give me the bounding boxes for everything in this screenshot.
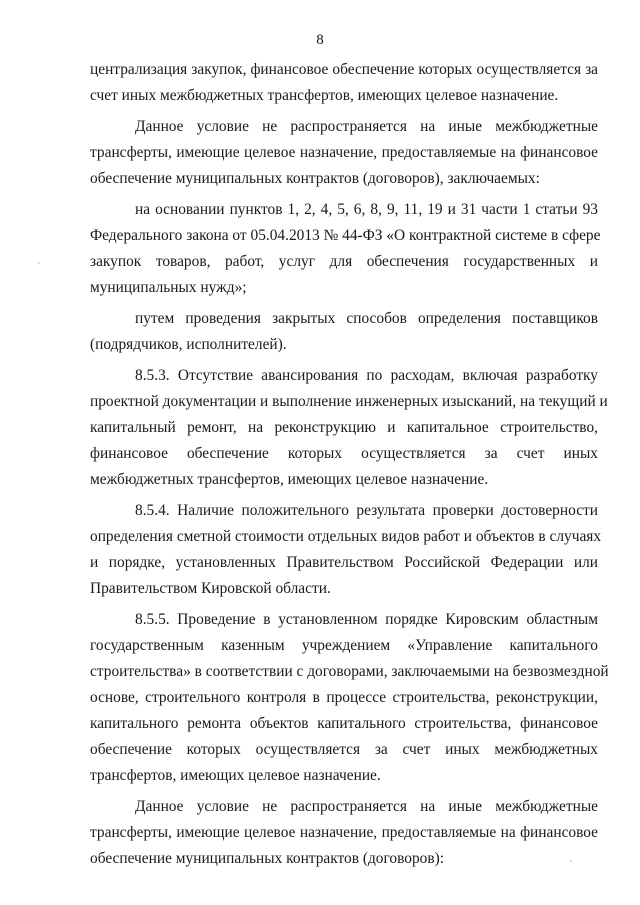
text-line: централизация закупок, финансовое обеспечение которых осуществляется за <box>90 61 598 78</box>
text-line: государственным казенным учреждением «Управление капитального <box>90 637 598 654</box>
text-line: трансфертов, имеющих целевое назначение. <box>90 767 381 784</box>
paragraph <box>90 57 598 109</box>
text-line: Данное условие не распространяется на иные межбюджетные <box>135 118 598 135</box>
text-line: (подрядчиков, исполнителей). <box>90 336 287 353</box>
text-line: 8.5.3. Отсутствие авансирования по расходам, включая разработку <box>135 367 598 384</box>
scan-speck <box>38 262 40 264</box>
text-line: на основании пунктов 1, 2, 4, 5, 6, 8, 9, 11, 19 и 31 части 1 статьи 93 <box>135 201 598 218</box>
paragraph <box>90 607 609 789</box>
text-line: трансферты, имеющие целевое назначение, предоставляемые на финансовое <box>90 824 598 841</box>
text-line: строительства» в соответствии с договорами, заключаемыми на безвозмездной <box>90 663 609 680</box>
text-line: основе, строительного контроля в процессе строительства, реконструкции, <box>90 689 598 706</box>
paragraph <box>90 363 608 493</box>
document-body <box>90 57 609 872</box>
scan-speck <box>570 860 572 862</box>
text-line: 8.5.4. Наличие положительного результата проверки достоверности <box>135 502 598 519</box>
text-line: проектной документации и выполнение инженерных изысканий, на текущий и <box>90 393 608 410</box>
paragraph <box>90 197 601 301</box>
text-line: финансовое обеспечение которых осуществляется за счет иных <box>90 445 598 462</box>
text-line: обеспечение муниципальных контрактов (договоров): <box>90 850 445 867</box>
text-line: обеспечение которых осуществляется за счет иных межбюджетных <box>90 741 598 758</box>
text-line: 8.5.5. Проведение в установленном порядке Кировским областным <box>135 611 598 628</box>
text-line: Правительством Кировской области. <box>90 580 331 597</box>
paragraph <box>90 794 598 872</box>
text-line: трансферты, имеющие целевое назначение, предоставляемые на финансовое <box>90 144 598 161</box>
text-line: путем проведения закрытых способов определения поставщиков <box>135 310 598 327</box>
text-line: муниципальных нужд»; <box>90 279 247 296</box>
paragraph <box>90 114 598 192</box>
text-line: Данное условие не распространяется на иные межбюджетные <box>135 798 598 815</box>
page-number: 8 <box>316 32 324 48</box>
text-line: капитального ремонта объектов капитального строительства, финансовое <box>90 715 598 732</box>
text-line: межбюджетных трансфертов, имеющих целевое назначение. <box>90 471 489 488</box>
text-line: Федерального закона от 05.04.2013 № 44-ФЗ «О контрактной системе в сфере <box>90 227 601 244</box>
text-line: капитальный ремонт, на реконструкцию и капитальное строительство, <box>90 419 598 436</box>
text-line: определения сметной стоимости отдельных видов работ и объектов в случаях <box>90 528 602 545</box>
paragraph <box>90 306 598 358</box>
text-line: закупок товаров, работ, услуг для обеспечения государственных и <box>90 253 598 270</box>
text-line: и порядке, установленных Правительством Российской Федерации или <box>90 554 598 571</box>
paragraph <box>90 498 602 602</box>
text-line: обеспечение муниципальных контрактов (договоров), заключаемых: <box>90 170 540 187</box>
text-line: счет иных межбюджетных трансфертов, имеющих целевое назначение. <box>90 87 559 104</box>
